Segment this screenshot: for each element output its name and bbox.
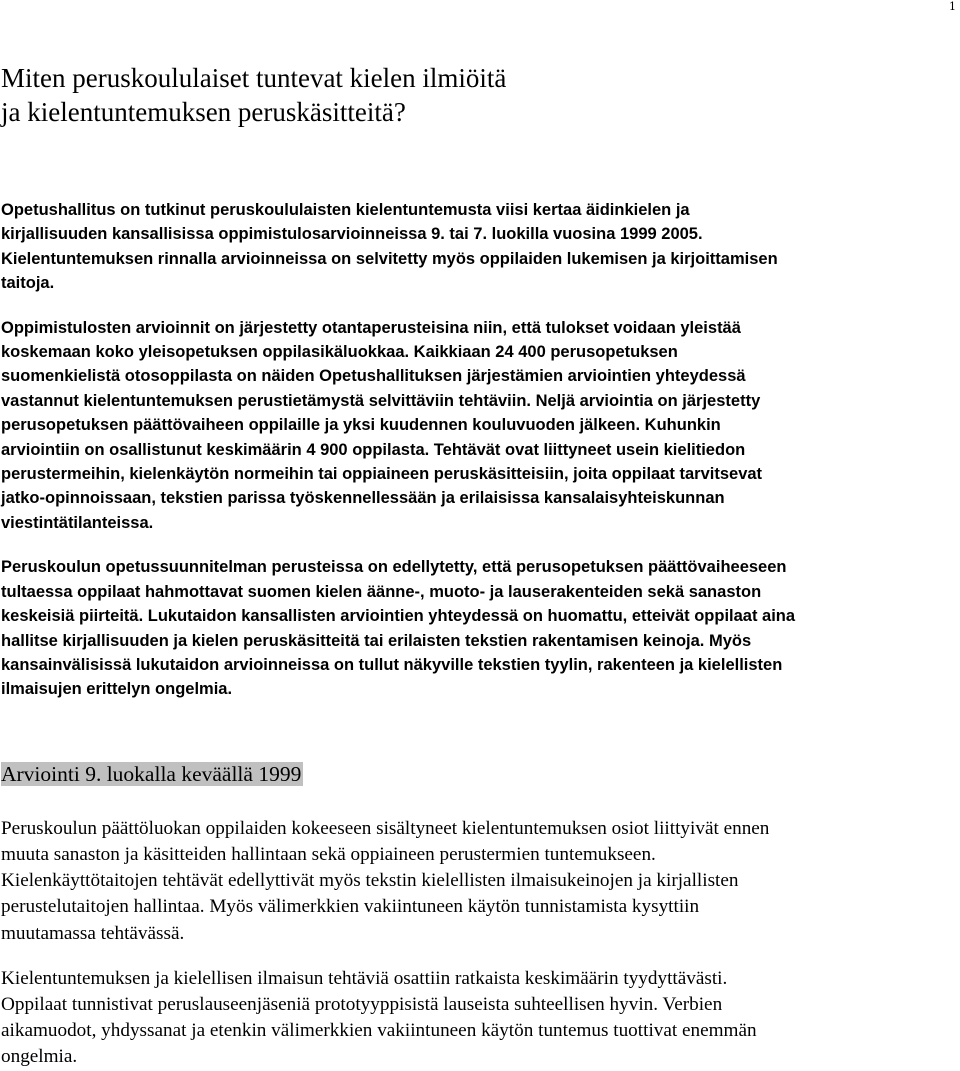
intro-paragraph-1 xyxy=(1,198,956,296)
text-line: Oppilaat tunnistivat peruslauseenjäseniä prototyyppisistä lauseista suhteellisen hyvin. Verbien xyxy=(1,993,723,1015)
section-heading-text: Arviointi 9. luokalla keväällä 1999 xyxy=(1,761,302,786)
text-line: viestintätilanteissa. xyxy=(1,513,154,532)
text-line: arviointiin on osallistunut keskimäärin 4 900 oppilasta. Tehtävät ovat liittyneet usein kielitiedon xyxy=(1,440,746,459)
text-line: tultaessa oppilaat hahmottavat suomen kielen äänne-, muoto- ja lauserakenteiden sekä sanaston xyxy=(1,582,762,601)
section-paragraph-2 xyxy=(1,966,956,1071)
text-line: Opetushallitus on tutkinut peruskoululaisten kielentuntemusta viisi kertaa äidinkielen ja xyxy=(1,201,690,219)
text-line: Oppimistulosten arvioinnit on järjestetty otantaperusteisina niin, että tulokset voidaan yleistää xyxy=(1,318,741,337)
section-heading xyxy=(1,760,956,788)
text-line: hallitse kirjallisuuden ja kielen peruskäsitteitä tai erilaisten tekstien rakentamisen keinoja. Myös xyxy=(1,631,752,650)
section-paragraph-1 xyxy=(1,816,956,947)
title-line: Miten peruskoululaiset tuntevat kielen ilmiöitä xyxy=(1,63,507,93)
document-title xyxy=(1,61,956,129)
text-line: muutamassa tehtävässä. xyxy=(1,922,185,944)
text-line: aikamuodot, yhdyssanat ja etenkin välimerkkien vakiintuneen käytön tuntemus tuottivat enemmän xyxy=(1,1020,757,1042)
text-line: Kielenkäyttötaitojen tehtävät edellyttivät myös tekstin kielellisten ilmaisukeinojen ja kirjallisten xyxy=(1,870,739,892)
text-line: koskemaan koko yleisopetuksen oppilasikäluokkaa. Kaikkiaan 24 400 perusopetuksen xyxy=(1,343,678,362)
text-line: Peruskoulun opetussuunnitelman perusteissa on edellytetty, että perusopetuksen päättövaiheeseen xyxy=(1,558,787,577)
text-line: taitoja. xyxy=(1,274,55,293)
text-line: kansainvälisissä lukutaidon arvioinneissa on tullut näkyville tekstien tyylin, rakenteen ja kielellisten xyxy=(1,655,783,674)
text-line: Kielentuntemuksen rinnalla arvioinneissa on selvitetty myös oppilaiden lukemisen ja kirjoittamisen xyxy=(1,249,778,268)
text-line: ongelmia. xyxy=(1,1046,78,1068)
text-line: ilmaisujen erittelyn ongelmia. xyxy=(1,680,233,699)
intro-paragraph-2 xyxy=(1,316,956,536)
text-line: jatko-opinnoissaan, tekstien parissa työskennellessään ja erilaisissa kansalaisyhteiskunnan xyxy=(1,489,725,508)
text-line: muuta sanaston ja käsitteiden hallintaan sekä oppiaineen perustermien tuntemukseen. xyxy=(1,843,656,865)
title-line: ja kielentuntemuksen peruskäsitteitä? xyxy=(1,97,406,127)
text-line: Kielentuntemuksen ja kielellisen ilmaisun tehtäviä osattiin ratkaista keskimäärin tyydyttävästi. xyxy=(1,967,728,989)
page-number: 1 xyxy=(949,0,956,13)
text-line: suomenkielistä otosoppilasta on näiden Opetushallituksen järjestämien arviointien yhteydessä xyxy=(1,367,746,386)
text-line: vastannut kielentuntemuksen perustietämystä selvittäviin tehtäviin. Neljä arviointia on järjestetty xyxy=(1,391,761,410)
text-line: kirjallisuuden kansallisissa oppimistulosarvioinneissa 9. tai 7. luokilla vuosina 1999 2005. xyxy=(1,225,703,244)
text-line: perustermeihin, kielenkäytön normeihin tai oppiaineen peruskäsitteisiin, joita oppilaat tarvitsevat xyxy=(1,465,763,484)
intro-paragraph-3 xyxy=(1,555,956,701)
text-line: Peruskoulun päättöluokan oppilaiden kokeeseen sisältyneet kielentuntemuksen osiot liittyivät ennen xyxy=(1,817,770,839)
document-body xyxy=(1,61,956,1071)
text-line: perusopetuksen päättövaiheen oppilaille ja yksi kuudennen kouluvuoden jälkeen. Kuhunkin xyxy=(1,416,721,435)
text-line: perustelutaitojen hallintaa. Myös välimerkkien vakiintuneen käytön tunnistamista kysyttiin xyxy=(1,896,700,918)
text-line: keskeisiä piirteitä. Lukutaidon kansallisten arviointien yhteydessä on huomattu, etteivät oppilaat aina xyxy=(1,607,796,626)
